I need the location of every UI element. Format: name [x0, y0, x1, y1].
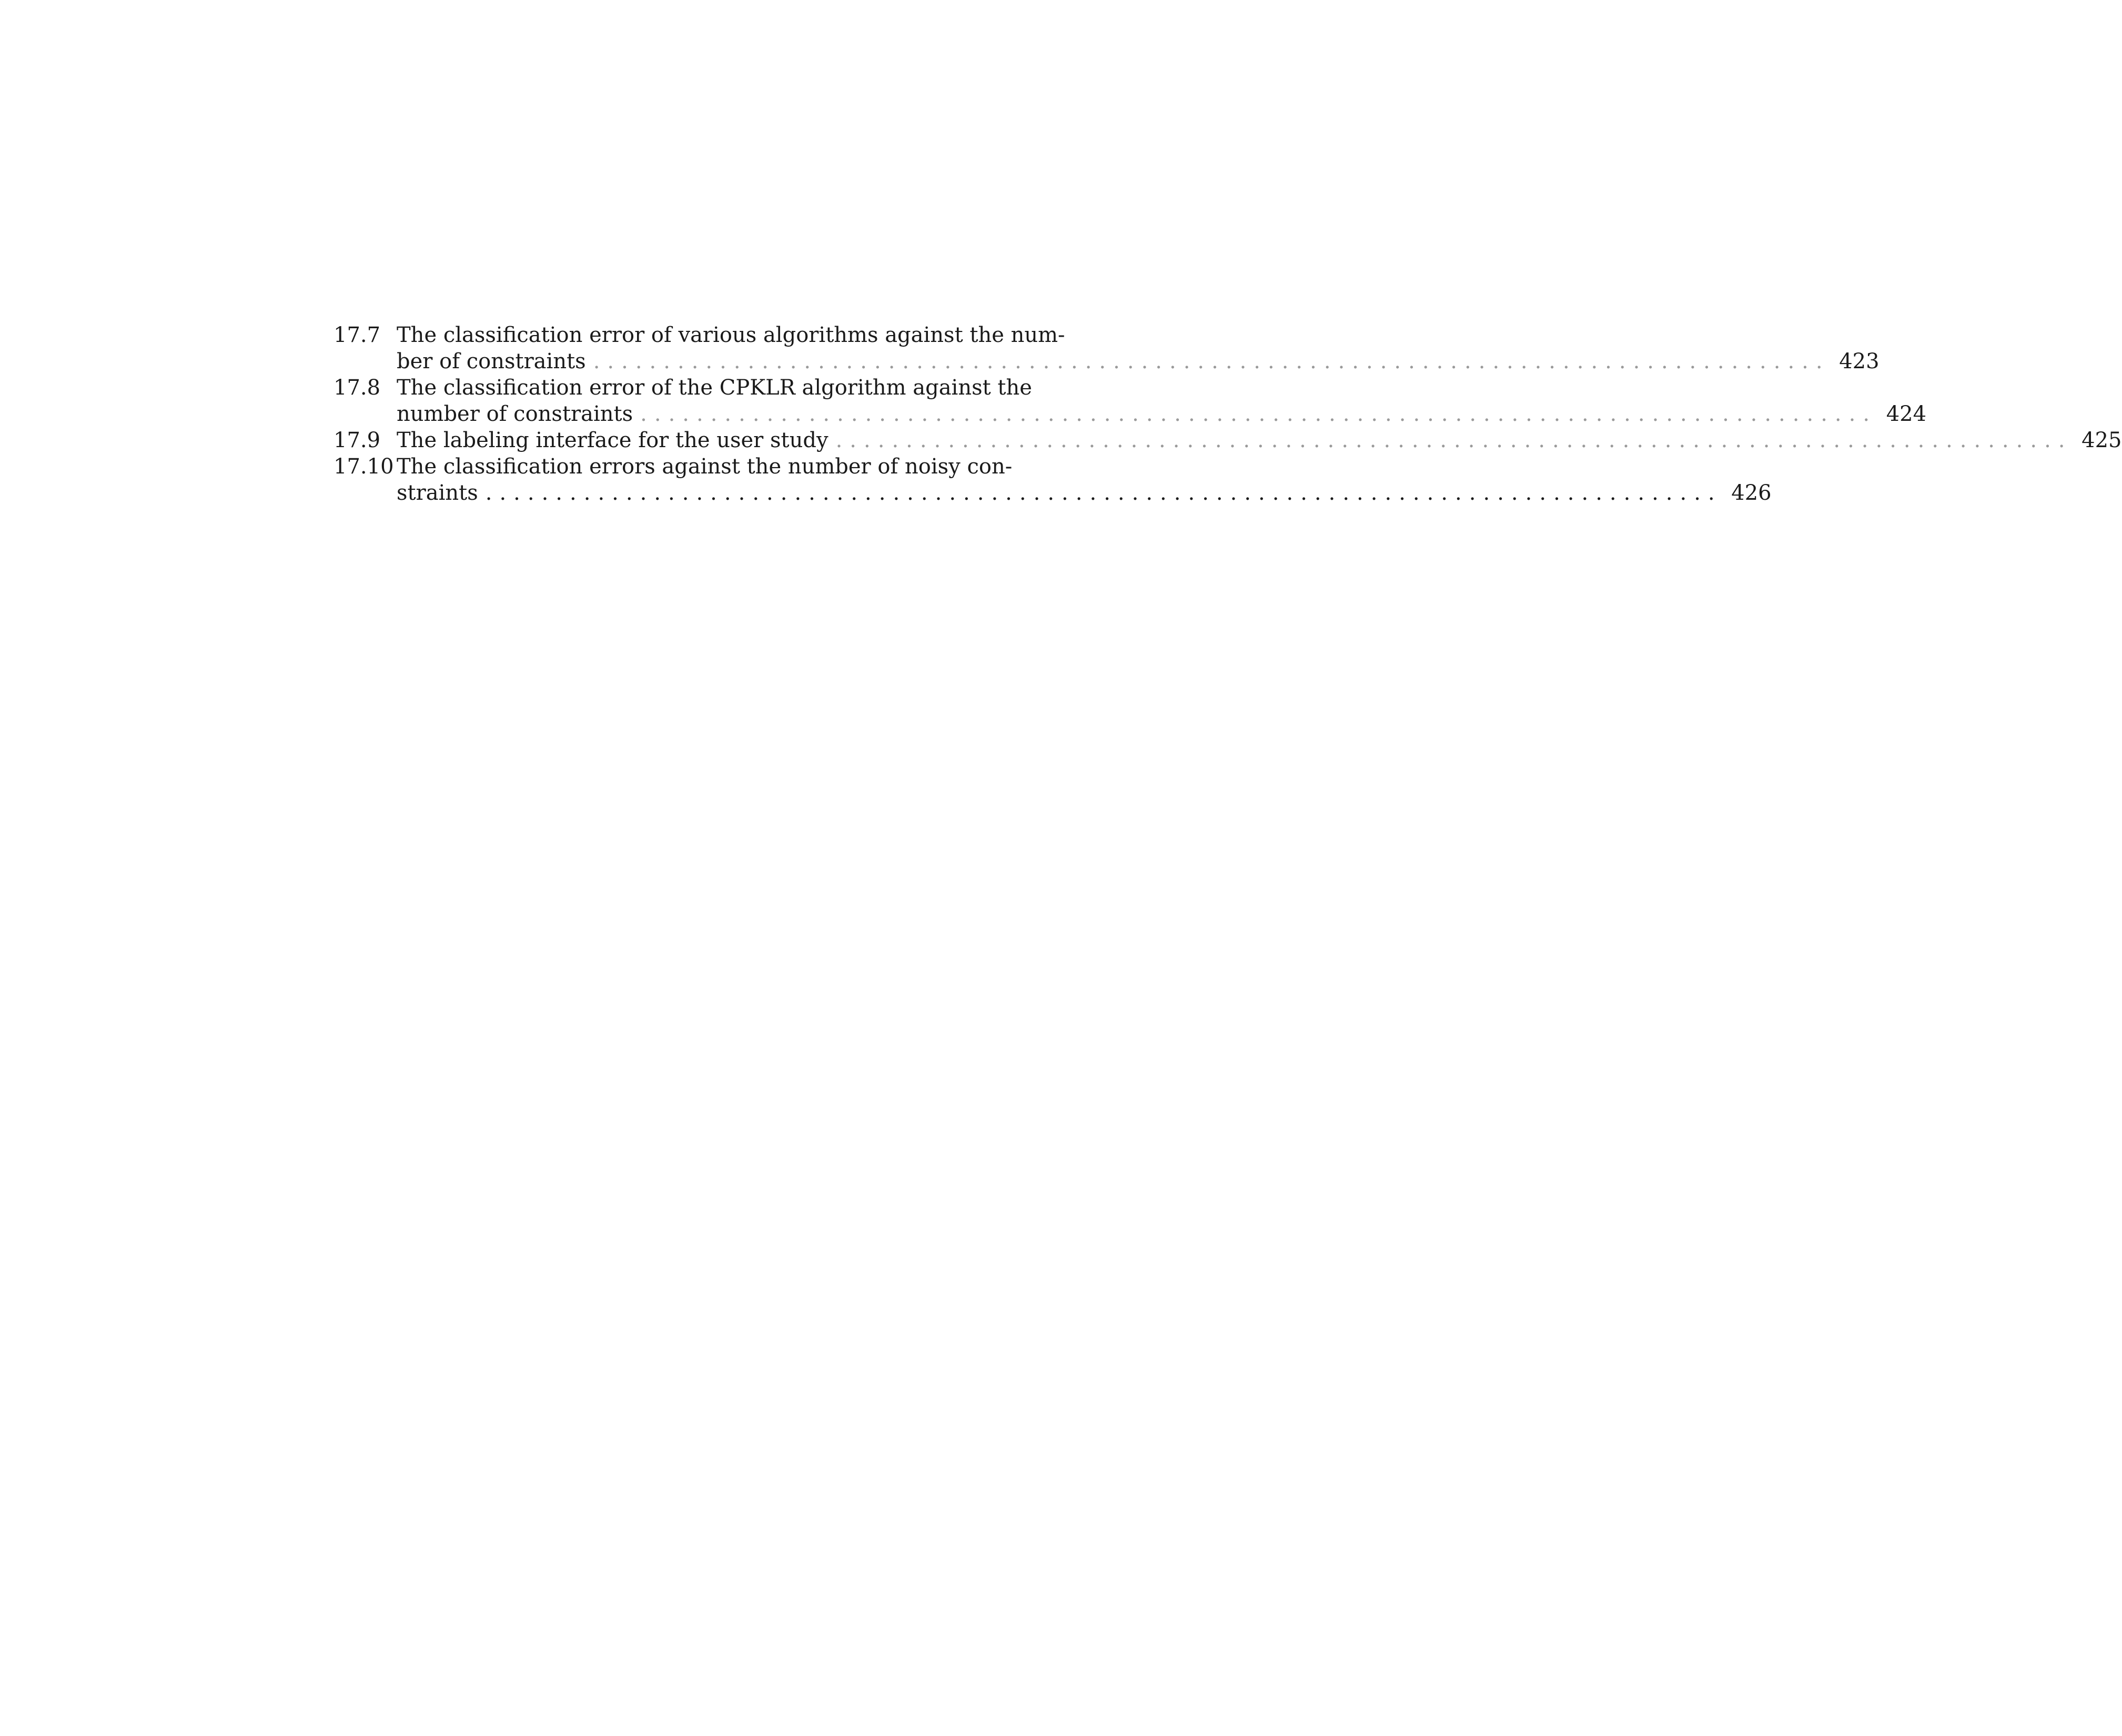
entry-body [397, 427, 2122, 453]
entry-body [397, 322, 1880, 375]
figure-caption-line2: ber of constraints [397, 349, 586, 374]
figure-caption-line2-row [397, 348, 1880, 375]
toc-entry [334, 427, 2122, 453]
toc-entry [334, 375, 1927, 427]
figure-number: 17.10 [334, 455, 394, 479]
figure-caption-line2: number of constraints [397, 402, 633, 426]
dot-leader: ........................................................................................ [640, 402, 1877, 426]
figure-caption-row [397, 427, 2122, 453]
page-number: 423 [1839, 349, 1880, 374]
figure-caption-line2-row [397, 401, 1927, 427]
toc-entry [334, 322, 1880, 375]
figure-caption-line1: The classification error of the CPKLR algorithm against the [397, 376, 1032, 400]
entry-body [397, 375, 1927, 427]
figure-caption-line2-row [397, 480, 1772, 506]
figure-number: 17.9 [334, 428, 381, 452]
dot-leader: ........................................................................................ [593, 349, 1830, 374]
figure-caption-line1: The classification errors against the number of noisy con- [397, 455, 1013, 479]
figure-number: 17.8 [334, 376, 381, 400]
toc-entry [334, 453, 1772, 506]
entry-body [397, 453, 1772, 506]
figure-number: 17.7 [334, 323, 381, 347]
figure-caption-line2: straints [397, 481, 478, 505]
list-of-figures [334, 322, 2122, 506]
figure-caption-line1: The labeling interface for the user study [397, 428, 828, 452]
page-number: 426 [1731, 481, 1772, 505]
dot-leader: ........................................................................................ [835, 428, 2073, 452]
page-number: 425 [2081, 428, 2122, 452]
page-number: 424 [1886, 402, 1927, 426]
figure-caption-line1: The classification error of various algorithms against the num- [397, 323, 1065, 347]
dot-leader: ........................................................................................ [485, 481, 1722, 505]
